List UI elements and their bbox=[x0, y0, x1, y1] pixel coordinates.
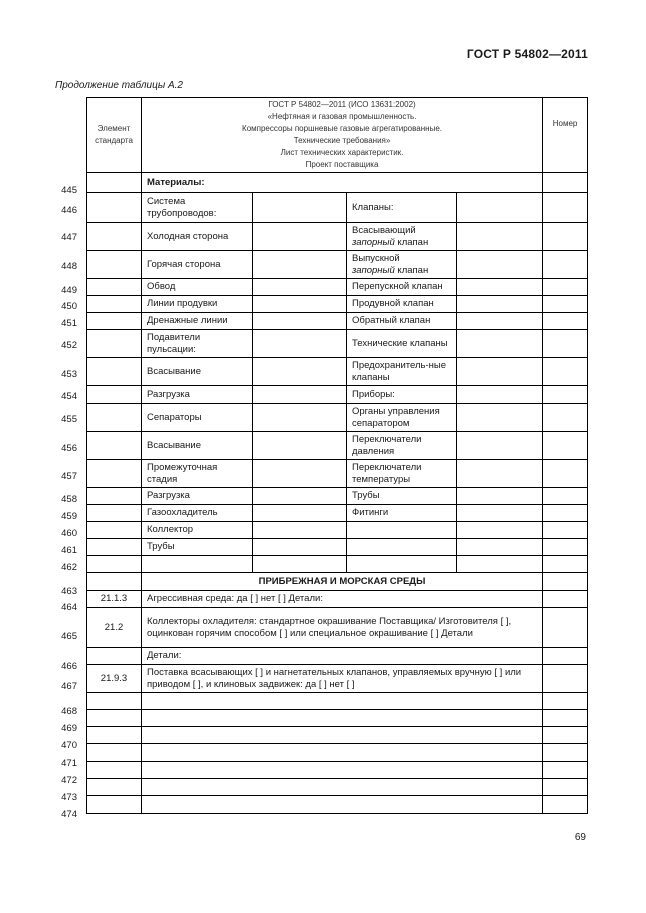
empty-row bbox=[87, 779, 588, 796]
material-right: Клапаны: bbox=[347, 193, 457, 223]
empty-row bbox=[87, 796, 588, 814]
table-row bbox=[87, 313, 588, 330]
table-row bbox=[87, 296, 588, 313]
material-left: Разгрузка bbox=[142, 488, 253, 505]
material-right: Перепускной клапан bbox=[347, 279, 457, 296]
title-line: Проект поставщика bbox=[305, 160, 379, 169]
table-row bbox=[87, 539, 588, 556]
standard-reference bbox=[87, 648, 142, 665]
row-number: 461 bbox=[61, 545, 77, 556]
table-row bbox=[87, 193, 588, 223]
material-left: Дренажные линии bbox=[142, 313, 253, 330]
table-row bbox=[87, 488, 588, 505]
material-left: Горячая сторона bbox=[142, 251, 253, 279]
table-row bbox=[87, 648, 588, 665]
table-header-row bbox=[87, 98, 588, 173]
row-number: 448 bbox=[61, 261, 77, 272]
material-right-rest: клапан bbox=[394, 236, 429, 248]
title-line: ГОСТ Р 54802—2011 (ИСО 13631:2002) bbox=[268, 100, 416, 109]
material-right-italic: запорный bbox=[352, 236, 395, 248]
material-left: Трубы bbox=[142, 539, 253, 556]
empty-row bbox=[87, 693, 588, 710]
table-row bbox=[87, 173, 588, 193]
empty-row bbox=[87, 710, 588, 727]
material-right-text: Выпускной bbox=[352, 252, 400, 264]
material-left: Холодная сторона bbox=[142, 223, 253, 251]
material-left: Система трубопроводов: bbox=[142, 193, 253, 223]
row-number: 460 bbox=[61, 528, 77, 539]
empty-row bbox=[87, 727, 588, 744]
row-number: 453 bbox=[61, 369, 77, 380]
material-right: Переключатели давления bbox=[347, 432, 457, 460]
row-number: 464 bbox=[61, 602, 77, 613]
table-row bbox=[87, 505, 588, 522]
material-right bbox=[347, 223, 457, 251]
table-row bbox=[87, 251, 588, 279]
requirement-text: Поставка всасывающих [ ] и нагнетательных клапанов, управляемых вручную [ ] или приводом [ ], и клиновых задвижек: да [ ] нет [ ] bbox=[142, 665, 543, 693]
table-row bbox=[87, 522, 588, 539]
section-title: ПРИБРЕЖНАЯ И МОРСКАЯ СРЕДЫ bbox=[142, 573, 543, 591]
table-row bbox=[87, 460, 588, 488]
material-right: Предохранитель-ные клапаны bbox=[347, 358, 457, 386]
table-row bbox=[87, 223, 588, 251]
row-number: 463 bbox=[61, 586, 77, 597]
material-left: Разгрузка bbox=[142, 386, 253, 404]
table-row bbox=[87, 358, 588, 386]
material-right: Обратный клапан bbox=[347, 313, 457, 330]
page-number: 69 bbox=[574, 832, 586, 843]
standard-reference: 21.2 bbox=[87, 608, 142, 648]
row-number: 470 bbox=[61, 740, 77, 751]
material-right bbox=[347, 539, 457, 556]
row-number: 466 bbox=[61, 661, 77, 672]
table-row bbox=[87, 591, 588, 608]
row-number: 445 bbox=[61, 185, 77, 196]
title-line: Лист технических характеристик. bbox=[280, 148, 404, 157]
row-number: 451 bbox=[61, 318, 77, 329]
material-right: Технические клапаны bbox=[347, 330, 457, 358]
row-number: 469 bbox=[61, 723, 77, 734]
row-number: 468 bbox=[61, 706, 77, 717]
material-left: Линии продувки bbox=[142, 296, 253, 313]
row-number: 449 bbox=[61, 285, 77, 296]
empty-row bbox=[87, 744, 588, 762]
material-right-italic: запорный bbox=[352, 264, 395, 276]
table-row bbox=[87, 556, 588, 573]
row-number: 459 bbox=[61, 511, 77, 522]
row-number: 452 bbox=[61, 340, 77, 351]
spec-sheet-table bbox=[86, 97, 588, 814]
material-left: Подавители пульсации: bbox=[142, 330, 253, 358]
requirement-text: Агрессивная среда: да [ ] нет [ ] Детали: bbox=[142, 591, 543, 608]
material-right: Органы управления сепаратором bbox=[347, 404, 457, 432]
title-line: Технические требования» bbox=[293, 136, 391, 145]
row-number: 447 bbox=[61, 232, 77, 243]
row-number: 471 bbox=[61, 758, 77, 769]
materials-heading: Материалы: bbox=[142, 173, 543, 193]
row-number: 458 bbox=[61, 494, 77, 505]
title-line: «Нефтяная и газовая промышленность. bbox=[267, 112, 417, 121]
row-number: 454 bbox=[61, 391, 77, 402]
row-number: 474 bbox=[61, 809, 77, 820]
requirement-text: Коллекторы охладителя: стандартное окрашивание Поставщика/ Изготовителя [ ], оцинкован горячим способом [ ] или специальное окрашивание [ ] Детали bbox=[142, 608, 543, 648]
material-right-text: Всасывающий bbox=[352, 224, 416, 236]
material-right: Приборы: bbox=[347, 386, 457, 404]
row-number: 446 bbox=[61, 205, 77, 216]
material-right-rest: клапан bbox=[394, 264, 429, 276]
material-left: Коллектор bbox=[142, 522, 253, 539]
table-row bbox=[87, 608, 588, 648]
element-header: Элемент стандарта bbox=[87, 98, 142, 173]
table-row bbox=[87, 404, 588, 432]
row-number: 456 bbox=[61, 443, 77, 454]
standard-reference: 21.1.3 bbox=[87, 591, 142, 608]
material-right: Переключатели температуры bbox=[347, 460, 457, 488]
table-row bbox=[87, 279, 588, 296]
row-number: 455 bbox=[61, 414, 77, 425]
empty-row bbox=[87, 762, 588, 779]
material-left: Всасывание bbox=[142, 432, 253, 460]
material-left: Всасывание bbox=[142, 358, 253, 386]
row-number: 462 bbox=[61, 562, 77, 573]
material-left: Газоохладитель bbox=[142, 505, 253, 522]
standard-title-header bbox=[142, 98, 543, 173]
standard-reference: 21.9.3 bbox=[87, 665, 142, 693]
row-number: 457 bbox=[61, 471, 77, 482]
title-line: Компрессоры поршневые газовые агрегатированные. bbox=[242, 124, 442, 133]
row-number: 465 bbox=[61, 631, 77, 642]
row-number: 450 bbox=[61, 301, 77, 312]
row-number: 467 bbox=[61, 681, 77, 692]
material-right: Продувной клапан bbox=[347, 296, 457, 313]
material-right: Трубы bbox=[347, 488, 457, 505]
table-row bbox=[87, 665, 588, 693]
requirement-text: Детали: bbox=[142, 648, 543, 665]
row-number: 473 bbox=[61, 792, 77, 803]
material-left: Промежуточная стадия bbox=[142, 460, 253, 488]
table-row bbox=[87, 432, 588, 460]
material-right bbox=[347, 522, 457, 539]
row-number: 472 bbox=[61, 775, 77, 786]
table-row bbox=[87, 386, 588, 404]
table-row bbox=[87, 330, 588, 358]
material-right bbox=[347, 251, 457, 279]
material-left: Сепараторы bbox=[142, 404, 253, 432]
document-code: ГОСТ Р 54802—2011 bbox=[466, 47, 588, 61]
table-caption: Продолжение таблицы А.2 bbox=[55, 80, 183, 91]
material-right: Фитинги bbox=[347, 505, 457, 522]
section-row bbox=[87, 573, 588, 591]
material-left: Обвод bbox=[142, 279, 253, 296]
number-header: Номер bbox=[543, 98, 588, 173]
